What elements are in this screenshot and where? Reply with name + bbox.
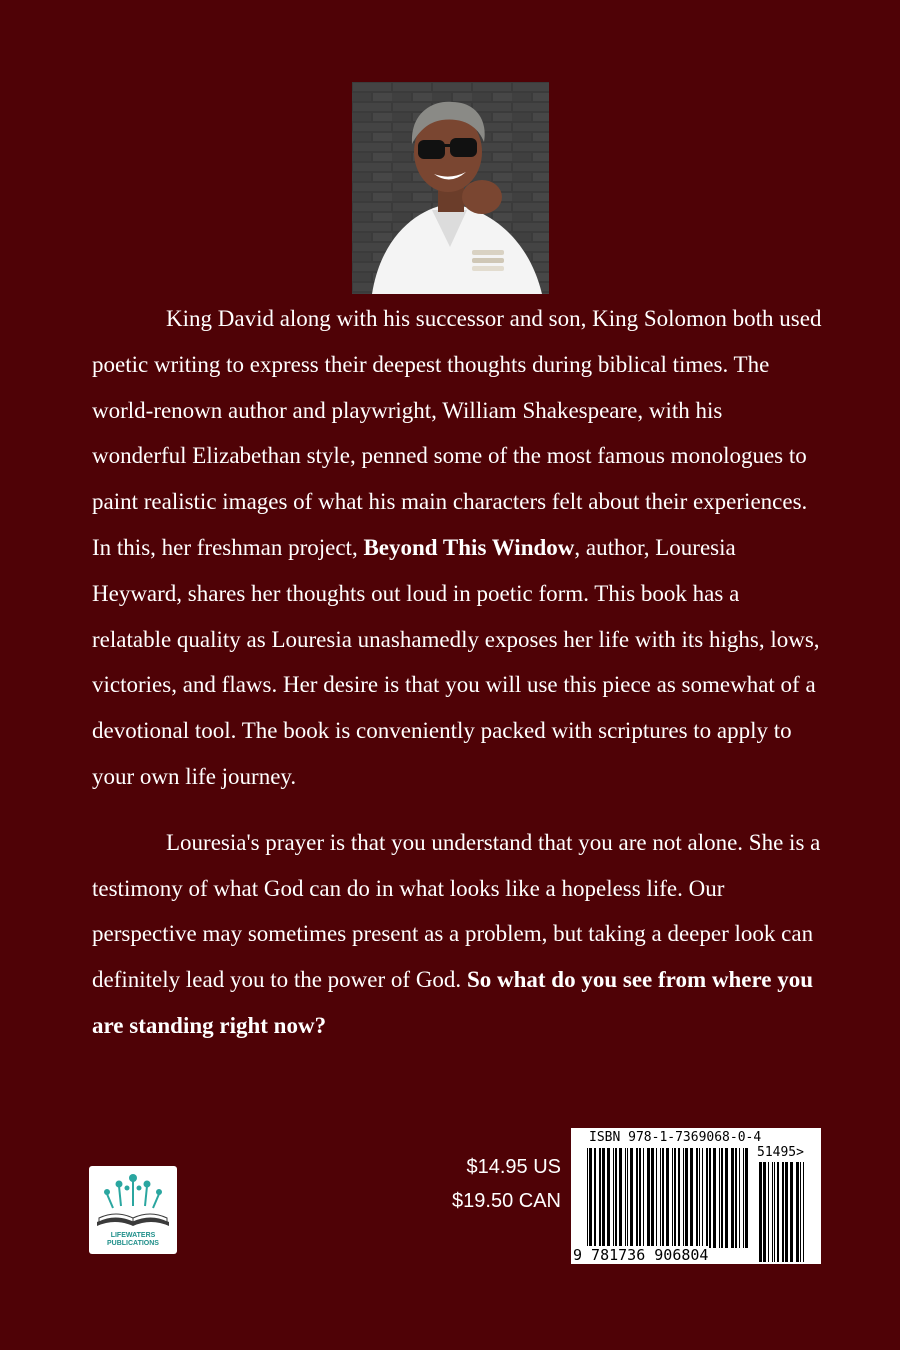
- barcode-bar: [790, 1162, 793, 1262]
- barcode-bar: [662, 1148, 664, 1248]
- barcode-bar: [630, 1148, 633, 1248]
- barcode-bar: [739, 1148, 740, 1248]
- barcode-bar: [735, 1148, 737, 1248]
- barcode-bar: [709, 1148, 711, 1248]
- barcode-bar: [639, 1148, 641, 1248]
- barcode-bar: [643, 1148, 644, 1248]
- barcode-bar: [685, 1148, 688, 1248]
- barcode-bar: [683, 1148, 684, 1248]
- barcode-bar: [651, 1148, 654, 1248]
- back-cover-blurb: [92, 296, 822, 1049]
- barcode-bar: [613, 1148, 614, 1248]
- barcode-bar: [743, 1148, 744, 1248]
- barcode-bar: [774, 1162, 775, 1262]
- barcode-bar: [696, 1148, 698, 1248]
- barcode-bar: [625, 1148, 626, 1248]
- barcode-bar: [800, 1162, 801, 1262]
- barcode-bar: [599, 1148, 601, 1248]
- blurb-paragraph-1: King David along with his successor and son, King Solomon both used poetic writing to express their deepest thoughts during biblical times. The world-renown author and playwright, William Shakespeare, with his wonderful Elizabethan style, penned some of the most famous monologues to paint realistic images of what his main characters felt about their experiences. In this, her freshman project, Beyond This Window, author, Louresia Heyward, shares her thoughts out loud in poetic form. This book has a relatable quality as Louresia unashamedly exposes her life with its highs, lows, victories, and flaws. Her desire is that you will use this piece as somewhat of a devotional tool. The book is conveniently packed with scriptures to apply to your own life journey.: [92, 306, 822, 789]
- barcode-bar: [759, 1162, 762, 1262]
- barcode-bar: [713, 1148, 716, 1248]
- barcode-bar: [777, 1162, 779, 1262]
- price-can: $19.50 CAN: [452, 1190, 561, 1212]
- barcode-bar: [666, 1148, 669, 1248]
- barcode-bar: [731, 1148, 734, 1248]
- barcode-bar: [768, 1162, 769, 1262]
- barcode-bar: [602, 1148, 605, 1248]
- barcode-bar: [699, 1148, 700, 1248]
- barcode-bar: [656, 1148, 657, 1248]
- publisher-name-line1: LIFEWATERS: [110, 1232, 156, 1239]
- barcode-bar: [745, 1148, 748, 1248]
- publisher-name-line2: PUBLICATIONS: [107, 1240, 159, 1247]
- blurb-paragraph-2: Louresia's prayer is that you understand that you are not alone. She is a testimony of what God can do in what looks like a hopeless life. Our perspective may sometimes present as a problem, but taking a deeper look can definitely lead you to the power of God. So what do you see from where you are standing right now?: [92, 829, 821, 1038]
- barcode-bar: [721, 1148, 723, 1248]
- barcode-bar: [706, 1148, 708, 1248]
- barcode-bar: [594, 1148, 596, 1248]
- barcode-bar: [627, 1148, 628, 1248]
- barcode-bar: [702, 1148, 703, 1248]
- isbn-barcode: [571, 1128, 821, 1264]
- barcode-bar: [589, 1148, 592, 1248]
- author-photo: [352, 82, 549, 294]
- barcode-bar: [690, 1148, 693, 1248]
- ean-bars: [585, 1148, 753, 1262]
- barcode-bar: [674, 1148, 676, 1248]
- ean-digits: 9 781736 906804: [573, 1246, 709, 1264]
- barcode-bar: [772, 1162, 773, 1262]
- barcode-bar: [719, 1148, 720, 1248]
- closing-question: So what do you see from where you are standing right now?: [92, 967, 814, 1038]
- barcode-bar: [619, 1148, 622, 1248]
- barcode-bar: [782, 1162, 784, 1262]
- barcode-bar: [725, 1148, 728, 1248]
- barcode-bar: [672, 1148, 673, 1248]
- barcode-bar: [587, 1148, 588, 1248]
- price-addon-label: 51495>: [757, 1145, 804, 1160]
- barcode-bar: [678, 1148, 680, 1248]
- isbn-label: ISBN 978-1-7369068-0-4: [589, 1130, 762, 1145]
- book-title: Beyond This Window: [363, 534, 575, 560]
- barcode-bar: [636, 1148, 638, 1248]
- barcode-bar: [607, 1148, 610, 1248]
- barcode-bar: [660, 1148, 661, 1248]
- barcode-bar: [785, 1162, 788, 1262]
- publisher-logo: [89, 1166, 177, 1254]
- barcode-bar: [615, 1148, 617, 1248]
- barcode-bar: [647, 1148, 650, 1248]
- price-us: $14.95 US: [466, 1156, 561, 1178]
- barcode-bar: [803, 1162, 804, 1262]
- barcode-bar: [796, 1162, 799, 1262]
- barcode-bar: [763, 1162, 766, 1262]
- addon-bars: [757, 1162, 807, 1262]
